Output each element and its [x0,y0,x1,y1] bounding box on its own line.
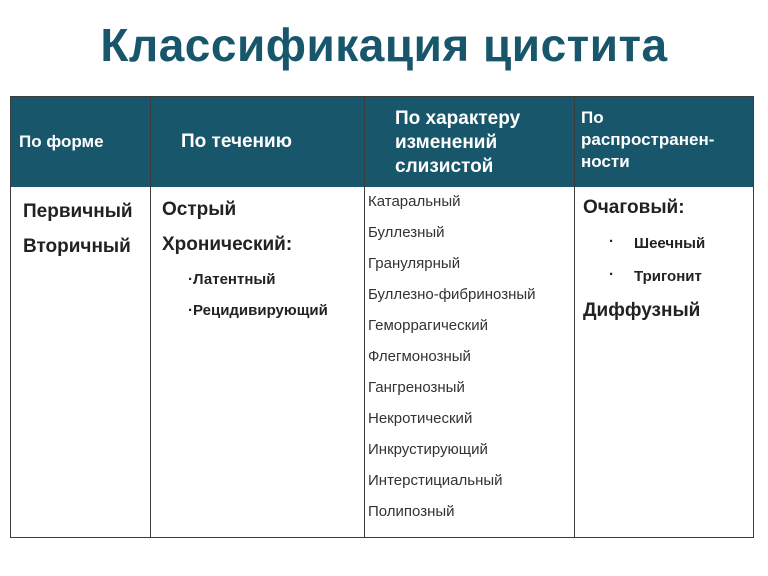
list-item: Острый [162,199,237,220]
slide-title: Классификация цистита [100,19,668,71]
header-line: По характеру [395,108,521,129]
list-item: Интерстициальный [368,472,503,489]
header-mucosa [395,97,573,187]
list-subitem: Тригонит [634,268,702,285]
classification-table [10,96,754,538]
list-item: Буллезно-фибринозный [368,286,536,303]
list-item: Хронический: [162,234,293,255]
header-line: слизистой [395,156,494,177]
header-mucosa-label [395,107,520,179]
header-line: ности [581,152,630,171]
list-item: Очаговый: [583,197,685,218]
list-item: Буллезный [368,224,445,241]
header-line: По [581,108,604,127]
list-item: Геморрагический [368,317,488,334]
list-item: Инкрустирующий [368,441,488,458]
list-item: Флегмонозный [368,348,471,365]
header-form-label: По форме [19,132,104,151]
list-item: Вторичный [23,236,131,257]
list-item: Катаральный [368,193,461,210]
header-form [19,97,149,187]
list-item: Некротический [368,410,473,427]
header-spread [581,97,753,187]
bullet-icon: · [609,266,614,283]
list-item: Полипозный [368,503,455,520]
header-spread-label [581,107,714,173]
column-divider [574,97,575,537]
bullet-icon: · [609,233,614,250]
column-divider [364,97,365,537]
header-course [181,97,361,187]
list-subitem: Шеечный [634,235,706,252]
list-subitem: ·Рецидивирующий [188,302,328,319]
list-item: Гангренозный [368,379,465,396]
list-item: Диффузный [583,300,701,321]
header-line: изменений [395,132,498,153]
column-divider [150,97,151,537]
list-item: Гранулярный [368,255,461,272]
list-item: Первичный [23,201,133,222]
list-subitem: ·Латентный [188,271,276,288]
header-course-label: По течению [181,131,292,152]
header-line: распространен- [581,130,715,149]
